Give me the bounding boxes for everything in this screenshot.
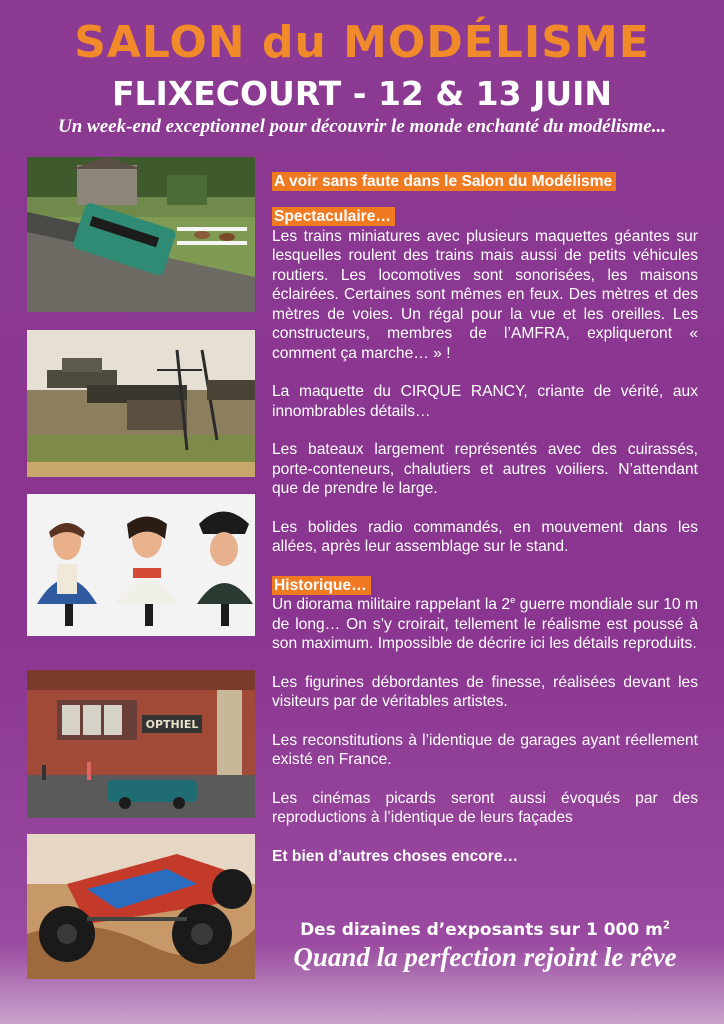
page-title: SALON du MODÉLISME (74, 17, 650, 68)
exhibitors-line (272, 920, 698, 940)
exhibitors-superscript: 2 (662, 920, 670, 932)
main-content (272, 172, 698, 885)
paragraph-cinemas: Les cinémas picards seront aussi évoqués par des reproductions à l’identique de leurs façades (272, 789, 698, 826)
photo-cinema-facade (27, 670, 255, 818)
paragraph-figurines: Les figurines débordantes de finesse, réalisées devant les visiteurs par de véritables artistes. (272, 673, 698, 710)
paragraph-bateaux: Les bateaux largement représentés avec des cuirassés, porte-conteneurs, chalutiers et autres voiliers. N’attendant que de prendre le large. (272, 441, 698, 497)
closing-line: Et bien d’autres choses encore… (272, 847, 519, 865)
paragraph-bolides: Les bolides radio commandés, en mouvement dans les allées, après leur assemblage sur le stand. (272, 518, 698, 555)
event-subtitle: FLIXECOURT - 12 & 13 JUIN (111, 74, 613, 113)
tagline: Un week-end exceptionnel pour découvrir le monde enchanté du modélisme... (58, 116, 666, 137)
photo-military-diorama (27, 330, 255, 477)
section-heading-historique: Historique… (272, 576, 371, 595)
paragraph-trains: Les trains miniatures avec plusieurs maquettes géantes sur lesquelles roulent des trains mais aussi de petits véhicules routiers. Les locomotives sont sonorisées, les maisons éclairées. Certaines sont mêmes en feux. Des mètres et des mètres de voies. Un régal pour la vue et les oreilles. Les constructeurs, membres de l’AMFRA, expliqueront « comment ça marche… » ! (272, 227, 698, 362)
diorama-superscript: e (510, 594, 516, 605)
slogan: Quand la perfection rejoint le rêve (293, 942, 677, 972)
intro-heading: A voir sans faute dans le Salon du Modélisme (272, 172, 616, 191)
paragraph-cirque: La maquette du CIRQUE RANCY, criante de vérité, aux innombrables détails… (272, 383, 698, 420)
photo-model-train (27, 157, 255, 312)
photo-figurine-busts (27, 494, 255, 636)
cinema-sign-text: OPTHIEL (145, 718, 199, 731)
paragraph-garages: Les reconstitutions à l’identique de garages ayant réellement existé en France. (272, 731, 698, 768)
exhibitors-text: Des dizaines d’exposants sur 1 000 m (300, 920, 663, 940)
diorama-text-start: Un diorama militaire rappelant la 2 (272, 596, 511, 613)
section-heading-spectaculaire: Spectaculaire… (272, 207, 395, 226)
photo-rc-crawler (27, 834, 255, 979)
diorama-text-end: guerre mondiale sur 10 m de long… On s’y croirait, tellement le réalisme est poussé à son maximum. Impossible de décrire ici les détails reproduits. (272, 596, 698, 652)
paragraph-diorama (272, 595, 698, 654)
